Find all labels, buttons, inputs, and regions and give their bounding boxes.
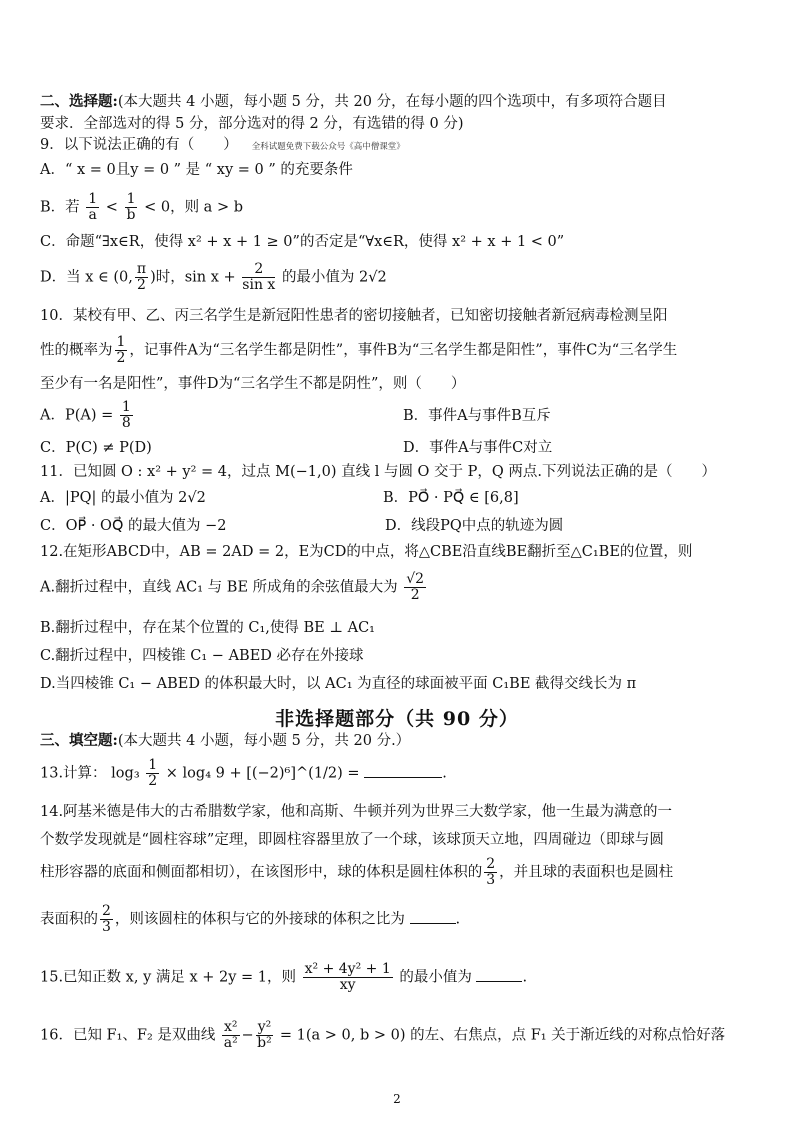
q10-option-d: D．事件A与事件C对立 [403, 440, 553, 456]
q12-option-c: C.翻折过程中，四棱锥 C₁ − ABED 必存在外接球 [40, 648, 364, 664]
q16-minus: − [241, 1027, 254, 1044]
q14-line4-post: ，则该圆柱的体积与它的外接球的体积之比为 [114, 911, 405, 928]
q9-d-interval-fraction [135, 262, 148, 293]
q11-options-cd [40, 516, 764, 536]
q15-post: 的最小值为 [399, 969, 472, 986]
q12-option-b: B.翻折过程中，存在某个位置的 C₁,使得 BE ⊥ AC₁ [40, 620, 375, 636]
q15-line [40, 962, 764, 993]
q11-option-d: D．线段PQ中点的轨迹为圆 [385, 518, 564, 534]
q14-answer-blank[interactable] [410, 909, 456, 924]
q9-b-fraction-1 [86, 192, 99, 223]
q14-f1-den: 3 [486, 872, 496, 888]
section2-header-line [40, 92, 764, 112]
q16-f1-num: x² [224, 1019, 238, 1035]
q9-d-post: 的最小值为 2√2 [281, 269, 387, 286]
q11-options-ab [40, 488, 764, 508]
q10-p-num: 1 [116, 334, 126, 350]
q14-end: . [455, 911, 461, 928]
q15-pre: 15.已知正数 x, y 满足 x + 2y = 1，则 [40, 969, 297, 986]
q14-line-1: 14.阿基米德是伟大的古希腊数学家，他和高斯、牛顿并列为世界三大数学家，他一生最为满意的一 [40, 804, 673, 820]
watermark-text: 全科试题免费下载公众号《高中僧课堂》 [251, 142, 405, 152]
q9-b-lt: < [105, 199, 118, 216]
q14-f2-den: 3 [102, 919, 111, 935]
q9-b-f2-num: 1 [126, 191, 136, 207]
q15-answer-blank[interactable] [476, 967, 522, 982]
q9-b-f1-den: a [88, 207, 97, 223]
q16-f1-den: a² [223, 1035, 238, 1051]
q10-option-b: B．事件A与事件B互斥 [403, 408, 551, 424]
q9-b-f2-den: b [126, 207, 136, 223]
q13-end: . [442, 765, 447, 782]
q14-line-3 [40, 857, 764, 888]
q12-a-den: 2 [410, 587, 420, 603]
q15-f-num: x² + 4y² + 1 [304, 961, 391, 977]
q9-d-f-num: 2 [242, 262, 275, 278]
q14-line3-pre: 柱形容器的底面和侧面都相切），在该图形中，球的体积是圆柱体积的 [40, 864, 483, 881]
q12-a-pre: A.翻折过程中，直线 AC₁ 与 BE 所成角的余弦值最大为 [40, 579, 398, 596]
q9-b-f1-num: 1 [88, 191, 98, 207]
q12-option-a [40, 572, 764, 603]
q10-line2-post: ，记事件A为“三名学生都是阴性”，事件B为“三名学生都是阳性”，事件C为“三名学生 [129, 342, 678, 359]
q14-line-2: 个数学发现就是“圆柱容球”定理，即圆柱容器里放了一个球，该球顶天立地，四周碰边（即球与圆 [40, 832, 664, 848]
section2-header: 二、选择题: [40, 93, 118, 110]
page-number: 2 [393, 1092, 401, 1106]
q10-line-2 [40, 335, 764, 366]
q16-f2-num: y² [257, 1019, 272, 1035]
q9-option-a: A．“ x = 0且y = 0 ” 是 “ xy = 0 ” 的充要条件 [40, 162, 353, 178]
q10-options-ab [40, 400, 764, 431]
q14-f2-num: 2 [102, 903, 111, 919]
q9-stem-line [40, 135, 764, 157]
q11-option-c: C．OP⃗ · OQ⃗ 的最大值为 −2 [40, 518, 227, 534]
section2-desc-1: (本大题共 4 小题，每小题 5 分，共 20 分，在每小题的四个选项中，有多项符合题目 [117, 94, 667, 110]
q12-stem: 12.在矩形ABCD中，AB = 2AD = 2，E为CD的中点，将△CBE沿直线BE翻折至△C₁BE的位置，则 [40, 544, 693, 560]
q9-b-fraction-2 [125, 192, 138, 223]
q16-fraction-2 [256, 1020, 274, 1051]
q14-fraction-1 [484, 857, 497, 888]
q10-prob-fraction [115, 335, 128, 366]
q13-f-num: 1 [148, 757, 158, 773]
q9-option-c: C．命题“∃x∈R，使得 x² + x + 1 ≥ 0”的否定是“∀x∈R，使得 x² + x + 1 < 0” [40, 234, 565, 250]
q9-d-int-num: π [136, 261, 147, 277]
q13-f-den: 2 [148, 773, 158, 789]
q16-f2-den: b² [257, 1035, 272, 1051]
q9-d-fraction [242, 262, 275, 293]
q13-answer-blank[interactable] [364, 763, 442, 778]
q9-option-b [40, 192, 764, 223]
q10-line2-pre: 性的概率为 [40, 342, 113, 359]
q10-p-den: 2 [116, 350, 126, 366]
q16-pre: 16．已知 F₁、F₂ 是双曲线 [40, 1027, 216, 1044]
q16-post: = 1(a > 0, b > 0) 的左、右焦点，点 F₁ 关于渐近线的对称点恰好落 [279, 1027, 726, 1044]
section3-desc: (本大题共 4 小题，每小题 5 分，共 20 分.） [117, 733, 411, 749]
q13-pre: 13.计算： log₃ [40, 765, 140, 782]
q15-fraction [303, 962, 393, 993]
q9-b-post: < 0，则 a > b [144, 199, 243, 216]
q10-line-1: 10．某校有甲、乙、丙三名学生是新冠阳性患者的密切接触者，已知密切接触者新冠病毒检测呈阳 [40, 308, 668, 324]
q9-b-pre: B．若 [40, 199, 80, 216]
q9-option-d [40, 262, 764, 293]
section3-header-line [40, 731, 764, 751]
section3-header: 三、填空题: [40, 732, 118, 749]
q15-end: . [522, 969, 528, 986]
q10-option-c: C．P(C) ≠ P(D) [40, 440, 152, 456]
q9-stem: 9．以下说法正确的有（ ） [40, 137, 238, 153]
q10-a-fraction [120, 400, 133, 431]
q15-f-den: xy [339, 977, 356, 993]
q9-d-int-den: 2 [137, 277, 146, 293]
q10-a-num: 1 [121, 399, 131, 415]
q16-fraction-1 [222, 1020, 240, 1051]
q13-post: × log₄ 9 + [(−2)⁶]^(1/2) = [165, 765, 360, 782]
q14-fraction-2 [100, 904, 113, 935]
q14-line3-post: ，并且球的表面积也是圆柱 [499, 864, 674, 881]
q10-line-3: 至少有一名是阳性”，事件D为“三名学生不都是阴性”，则（ ） [40, 376, 466, 392]
q9-d-pre: D．当 x ∈ (0, [40, 269, 133, 286]
q14-f1-num: 2 [486, 856, 496, 872]
part2-title: 非选择题部分（共 90 分） [275, 708, 519, 730]
q16-line [40, 1020, 764, 1051]
q9-d-mid: )时，sin x + [150, 269, 236, 286]
q12-a-fraction [404, 572, 426, 603]
q11-option-a: A．|PQ| 的最小值为 2√2 [40, 490, 206, 506]
section2-desc-line-2: 要求．全部选对的得 5 分，部分选对的得 2 分，有选错的得 0 分) [40, 116, 464, 132]
q10-options-cd [40, 438, 764, 458]
q12-a-num: √2 [406, 571, 425, 587]
q14-line4-pre: 表面积的 [40, 911, 98, 928]
q14-line-4 [40, 904, 764, 935]
q10-a-pre: A．P(A) = [40, 407, 114, 424]
q12-option-d: D.当四棱锥 C₁ − ABED 的体积最大时，以 AC₁ 为直径的球面被平面 C₁BE 截得交线长为 π [40, 676, 637, 692]
q11-option-b: B．PO⃗ · PQ⃗ ∈ [6,8] [383, 490, 519, 506]
q11-stem: 11．已知圆 O : x² + y² = 4，过点 M(−1,0) 直线 l 与圆 O 交于 P，Q 两点.下列说法正确的是（ ） [40, 464, 717, 480]
q9-d-f-den: sin x [242, 277, 276, 293]
q13-fraction [146, 758, 159, 789]
q13-line [40, 758, 764, 789]
q10-a-den: 8 [121, 415, 131, 431]
